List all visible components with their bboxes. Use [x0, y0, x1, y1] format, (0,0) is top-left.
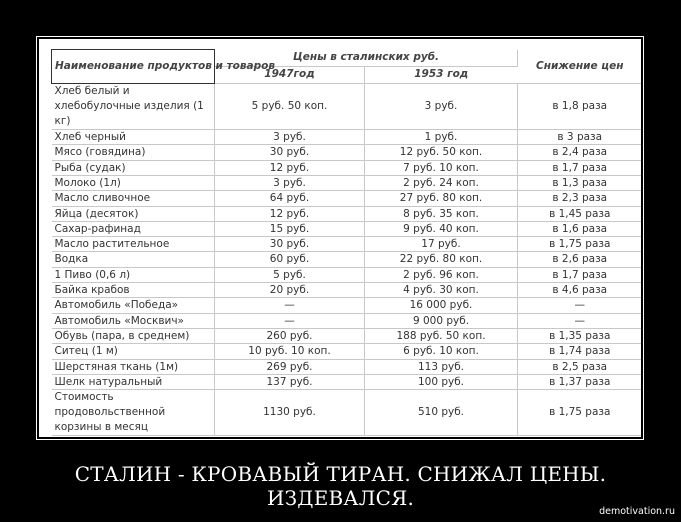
product-name-cell: Масло сливочное	[52, 191, 215, 206]
table-row	[52, 344, 642, 359]
price-table-body	[52, 84, 642, 436]
header-year-1947: 1947год	[215, 66, 365, 83]
watermark: demotivation.ru	[599, 506, 675, 517]
table-row	[52, 237, 642, 252]
price-1947-cell: 60 руб.	[215, 252, 365, 267]
product-name-cell: Шерстяная ткань (1м)	[52, 359, 215, 374]
product-name-cell: Мясо (говядина)	[52, 145, 215, 160]
table-row	[52, 374, 642, 389]
reduction-cell: в 1,8 раза	[518, 84, 642, 130]
reduction-cell: в 1,3 раза	[518, 175, 642, 190]
price-1947-cell: 3 руб.	[215, 175, 365, 190]
table-row	[52, 267, 642, 282]
price-1947-cell: 1130 руб.	[215, 390, 365, 436]
reduction-cell: в 1,74 раза	[518, 344, 642, 359]
poster-image	[39, 39, 641, 437]
price-1953-cell: 16 000 руб.	[365, 298, 518, 313]
poster-caption: СТАЛИН - КРОВАВЫЙ ТИРАН. СНИЖАЛ ЦЕНЫ. ИЗДЕВАЛСЯ.	[74, 462, 607, 510]
price-1947-cell: 260 руб.	[215, 328, 365, 343]
price-1947-cell: 20 руб.	[215, 283, 365, 298]
price-table	[51, 49, 641, 436]
price-1953-cell: 22 руб. 80 коп.	[365, 252, 518, 267]
price-1953-cell: 12 руб. 50 коп.	[365, 145, 518, 160]
product-name-cell: Масло растительное	[52, 237, 215, 252]
table-row	[52, 221, 642, 236]
table-row	[52, 328, 642, 343]
product-name-cell: Хлеб черный	[52, 130, 215, 145]
product-name-cell: Автомобиль «Москвич»	[52, 313, 215, 328]
price-1953-cell: 9 000 руб.	[365, 313, 518, 328]
header-year-1953: 1953 год	[365, 66, 518, 83]
product-name-cell: Рыба (судак)	[52, 160, 215, 175]
reduction-cell: в 2,3 раза	[518, 191, 642, 206]
reduction-cell: в 1,75 раза	[518, 390, 642, 436]
price-1953-cell: 1 руб.	[365, 130, 518, 145]
table-row	[52, 130, 642, 145]
price-1953-cell: 100 руб.	[365, 374, 518, 389]
table-row	[52, 359, 642, 374]
reduction-cell: в 1,37 раза	[518, 374, 642, 389]
price-1947-cell: 64 руб.	[215, 191, 365, 206]
reduction-cell: в 2,6 раза	[518, 252, 642, 267]
table-row	[52, 175, 642, 190]
reduction-cell: —	[518, 298, 642, 313]
table-row	[52, 313, 642, 328]
reduction-cell: в 3 раза	[518, 130, 642, 145]
price-1947-cell: 137 руб.	[215, 374, 365, 389]
price-1953-cell: 3 руб.	[365, 84, 518, 130]
price-1947-cell: 3 руб.	[215, 130, 365, 145]
product-name-cell: Сахар-рафинад	[52, 221, 215, 236]
reduction-cell: в 4,6 раза	[518, 283, 642, 298]
reduction-cell: в 1,45 раза	[518, 206, 642, 221]
product-name-cell: Яйца (десяток)	[52, 206, 215, 221]
price-1953-cell: 6 руб. 10 коп.	[365, 344, 518, 359]
price-1953-cell: 7 руб. 10 коп.	[365, 160, 518, 175]
price-1953-cell: 510 руб.	[365, 390, 518, 436]
table-row	[52, 390, 642, 436]
product-name-cell: Стоимость продовольственной корзины в месяц	[52, 390, 215, 436]
price-1953-cell: 2 руб. 96 коп.	[365, 267, 518, 282]
reduction-cell: —	[518, 313, 642, 328]
price-1947-cell: 30 руб.	[215, 145, 365, 160]
price-1953-cell: 27 руб. 80 коп.	[365, 191, 518, 206]
product-name-cell: Обувь (пара, в среднем)	[52, 328, 215, 343]
price-1953-cell: 17 руб.	[365, 237, 518, 252]
price-1953-cell: 4 руб. 30 коп.	[365, 283, 518, 298]
product-name-cell: Ситец (1 м)	[52, 344, 215, 359]
product-name-cell: Байка крабов	[52, 283, 215, 298]
table-row	[52, 298, 642, 313]
reduction-cell: в 1,7 раза	[518, 160, 642, 175]
product-name-cell: Молоко (1л)	[52, 175, 215, 190]
product-name-cell: Автомобиль «Победа»	[52, 298, 215, 313]
price-1947-cell: 5 руб. 50 коп.	[215, 84, 365, 130]
reduction-cell: в 1,75 раза	[518, 237, 642, 252]
reduction-cell: в 1,35 раза	[518, 328, 642, 343]
price-1947-cell: 15 руб.	[215, 221, 365, 236]
price-1947-cell: 30 руб.	[215, 237, 365, 252]
product-name-cell: Хлеб белый и хлебобулочные изделия (1 кг)	[52, 84, 215, 130]
header-product-name: Наименование продуктов и товаров	[52, 50, 215, 84]
table-row	[52, 252, 642, 267]
header-reduction: Снижение цен	[518, 50, 642, 84]
reduction-cell: в 2,5 раза	[518, 359, 642, 374]
reduction-cell: в 1,6 раза	[518, 221, 642, 236]
table-row	[52, 84, 642, 130]
price-1953-cell: 8 руб. 35 коп.	[365, 206, 518, 221]
price-1953-cell: 113 руб.	[365, 359, 518, 374]
price-1947-cell: —	[215, 313, 365, 328]
price-1953-cell: 188 руб. 50 коп.	[365, 328, 518, 343]
price-1947-cell: —	[215, 298, 365, 313]
table-row	[52, 206, 642, 221]
price-1953-cell: 9 руб. 40 коп.	[365, 221, 518, 236]
price-1947-cell: 10 руб. 10 коп.	[215, 344, 365, 359]
product-name-cell: Водка	[52, 252, 215, 267]
price-1947-cell: 269 руб.	[215, 359, 365, 374]
price-1953-cell: 2 руб. 24 коп.	[365, 175, 518, 190]
table-row	[52, 145, 642, 160]
price-1947-cell: 12 руб.	[215, 160, 365, 175]
table-row	[52, 191, 642, 206]
table-row	[52, 160, 642, 175]
price-1947-cell: 12 руб.	[215, 206, 365, 221]
header-price-group: Цены в сталинских руб.	[215, 50, 518, 67]
table-row	[52, 283, 642, 298]
reduction-cell: в 2,4 раза	[518, 145, 642, 160]
reduction-cell: в 1,7 раза	[518, 267, 642, 282]
table-header-row	[52, 50, 642, 67]
product-name-cell: Шелк натуральный	[52, 374, 215, 389]
price-1947-cell: 5 руб.	[215, 267, 365, 282]
product-name-cell: 1 Пиво (0,6 л)	[52, 267, 215, 282]
